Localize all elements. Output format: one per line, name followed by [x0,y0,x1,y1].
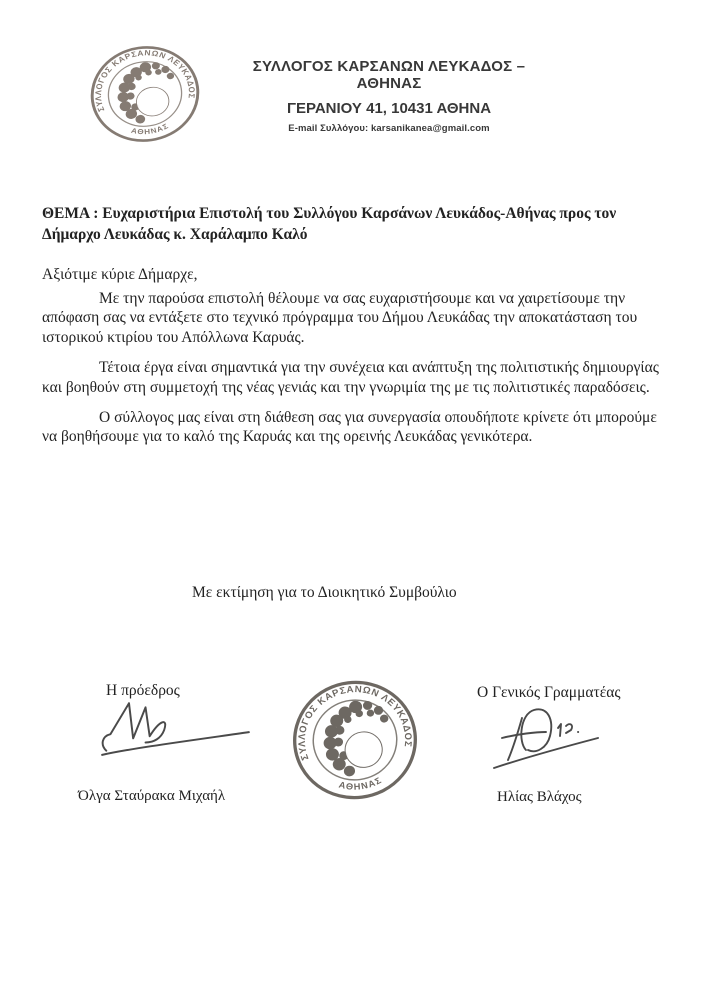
org-email: E-mail Συλλόγου: karsanikanea@gmail.com [288,123,490,134]
president-signature [98,697,253,759]
paragraph: Με την παρούσα επιστολή θέλουμε να σας ευχαριστήσουμε και να χαιρετίσουμε την απόφαση σας να εντάξετε στο τεχνικό πρόγραμμα του Δήμου Λευκάδας την αποκατάσταση του ιστορικού κτιρίου του Απόλλωνα Καρυάς. [42,290,638,346]
president-name: Όλγα Σταύρακα Μιχαήλ [78,788,226,804]
secretary-signature [488,702,608,776]
closing-line: Με εκτίμηση για το Διοικητικό Συμβούλιο [192,584,457,601]
secretary-title: Ο Γενικός Γραμματέας [477,684,621,701]
paragraph: Ο σύλλογος μας είναι στη διάθεση σας για συνεργασία οπουδήποτε κρίνετε ότι μπορούμε να βοηθήσουμε για το καλό της Καρυάς και της ορεινής Λευκάδας γενικότερα. [42,408,657,446]
org-address: ΓΕΡΑΝΙΟΥ 41, 10431 ΑΘΗΝΑ [286,100,492,117]
logo-ring-text-top: ΣΥΛΛΟΓΟΣ ΚΑΡΣΑΝΩΝ ΛΕΥΚΑΔΟΣ [93,48,197,113]
subject-line: ΘΕΜΑ : Ευχαριστήρια Επιστολή του Συλλόγου Καρσάνων Λευκάδος-Αθήνας προς τον Δήμαρχο Λευκάδας κ. Χαράλαμπο Καλό [42,205,617,243]
stamp-ring-text-top: ΣΥΛΛΟΓΟΣ ΚΑΡΣΑΝΩΝ ΛΕΥΚΑΔΟΣ [296,684,414,762]
salutation: Αξιότιμε κύριε Δήμαρχε, [42,266,198,283]
logo-ring-text-bottom: ΑΘΗΝΑΣ [130,121,171,137]
svg-text:ΑΘΗΝΑΣ [337,775,385,795]
letter-body [42,289,660,458]
stamp-ring-text-bottom: ΑΘΗΝΑΣ [337,774,384,792]
paragraph: Τέτοια έργα είναι σημαντικά για την συνέχεια και ανάπτυξη της πολιτιστικής δημιουργίας και βοηθούν στη συμμετοχή της νέας γενιάς και την γνωριμία της με τις πολιτιστικές παραδόσεις. [42,359,659,396]
president-title: Η πρόεδρος [106,682,180,699]
secretary-name: Ηλίας Βλάχος [497,789,582,805]
org-name: ΣΥΛΛΟΓΟΣ ΚΑΡΣΑΝΩΝ ΛΕΥΚΑΔΟΣ – ΑΘΗΝΑΣ [252,58,526,92]
association-stamp [283,671,427,810]
association-logo [82,37,209,152]
letterhead [229,58,549,134]
